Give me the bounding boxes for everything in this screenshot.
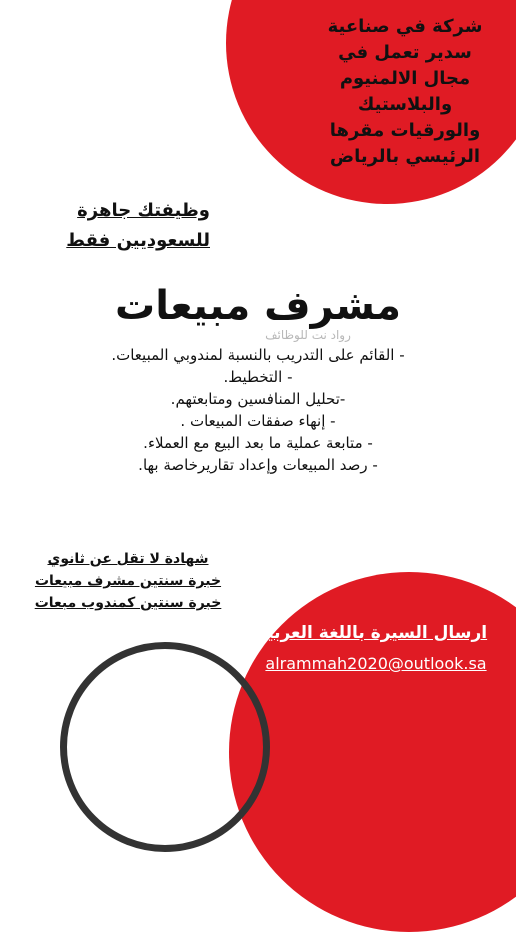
duty-item: - القائم على التدريب بالنسبة لمندوبي المبيعات. [111, 346, 405, 364]
decorative-ring [60, 642, 270, 852]
apply-instruction: ارسال السيرة باللغة العربية [256, 623, 488, 643]
company-line: شركة في صناعية [327, 16, 483, 37]
company-line: الرئيسي بالرياض [329, 146, 481, 167]
requirement-item: خبرة سنتين كمندوب مبعات [34, 595, 222, 611]
company-line: سدير تعمل في [338, 42, 472, 63]
notice-line: للسعوديين فقط [66, 230, 210, 251]
duty-item: - متابعة عملية ما بعد البيع مع العملاء. [143, 434, 373, 452]
saudi-only-notice [20, 196, 210, 256]
duty-item: - التخطيط. [223, 368, 293, 386]
notice-line: وظيفتك جاهزة [77, 200, 210, 221]
company-line: والورقيات مقرها [329, 120, 481, 141]
requirement-item: خبرة سنتين مشرف مبيعات [34, 573, 222, 589]
watermark-text: رواد نت للوظائف [265, 328, 351, 342]
company-line: مجال الالمنيوم [339, 68, 471, 89]
duty-item: - إنهاء صفقات المبيعات . [180, 412, 336, 430]
requirement-item: شهادة لا تقل عن ثانوي [47, 551, 209, 567]
company-description [312, 14, 498, 170]
duty-item: - رصد المبيعات وإعداد تقاريرخاصة بها. [138, 456, 378, 474]
duty-item: -تحليل المنافسين ومتابعتهم. [170, 390, 346, 408]
duties-list [60, 344, 456, 476]
job-title: مشرف مبيعات [115, 283, 401, 329]
apply-email[interactable]: alrammah2020@outlook.sa [265, 654, 487, 673]
requirements-list [8, 548, 248, 614]
company-line: والبلاستيك [357, 94, 453, 115]
